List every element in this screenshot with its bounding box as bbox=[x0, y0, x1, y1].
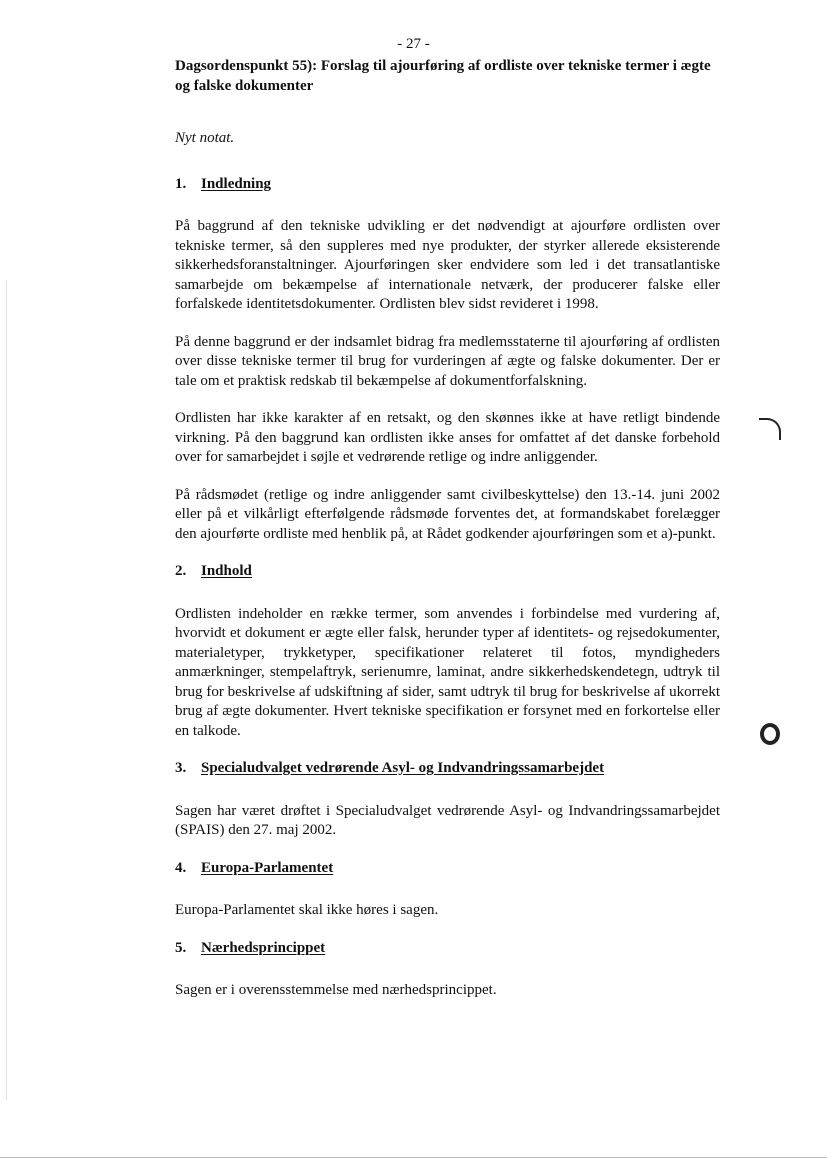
section-heading-europa-parlamentet bbox=[175, 859, 720, 879]
page-number: - 27 - bbox=[397, 36, 430, 52]
section-heading-indledning bbox=[175, 175, 720, 195]
section-title: Europa-Parlamentet bbox=[201, 859, 334, 876]
section-heading-indhold bbox=[175, 562, 720, 582]
document-title: Dagsordenspunkt 55): Forslag til ajourføring af ordliste over tekniske termer i ægte og falske dokumenter bbox=[175, 58, 711, 94]
document-note: Nyt notat. bbox=[175, 130, 235, 146]
section-title: Indhold bbox=[201, 563, 252, 579]
punch-hole-mark bbox=[760, 723, 780, 745]
paragraph: Europa-Parlamentet skal ikke høres i sagen. bbox=[175, 902, 439, 918]
section-number: 2. bbox=[175, 563, 187, 579]
section-number: 1. bbox=[175, 175, 187, 192]
scan-edge-line bbox=[6, 280, 7, 1100]
paragraph: Ordlisten indeholder en række termer, som anvendes i forbindelse med vurdering af, hvorvidt et dokument er ægte eller falsk, herunder typer af identitets- og rejsedokumenter, materialetyper, trykketyper, specifikationer relateret til fotos, myndigheders anmærkninger, stempelaftryk, serienumre, laminat, andre sikkerhedskendetegn, udtryk til brug for beskrivelse af udskiftning af sider, samt udtryk til brug for beskrivelse af ukorrekt brug af ægte dokumenter. Hvert tekniske specifikation er forsynet med en forkortelse eller en talkode. bbox=[175, 605, 720, 739]
section-heading-naerhedsprincippet bbox=[175, 939, 720, 959]
paragraph: På rådsmødet (retlige og indre anliggender samt civilbeskyttelse) den 13.-14. juni 2002 eller på et vilkårligt efterfølgende rådsmøde forventes det, at formandskabet forelægger den ajourførte ordliste med henblik på, at Rådet godkender ajourføringen som et a)-punkt. bbox=[175, 486, 720, 542]
section-title: Specialudvalget vedrørende Asyl- og Indvandringssamarbejdet bbox=[201, 760, 605, 776]
scan-bottom-line bbox=[0, 1157, 827, 1158]
paragraph: På baggrund af den tekniske udvikling er det nødvendigt at ajourføre ordlisten over tekniske termer, så den suppleres med nye produkter, der styrker allerede eksisterende sikkerhedsforanstaltninger. Ajourføringen sker endvidere som led i det transatlantiske samarbejde om bekæmpelse af internationale netværk, der producerer falske eller forfalskede identitetsdokumenter. Ordlisten blev sidst revideret i 1998. bbox=[175, 218, 720, 312]
section-number: 3. bbox=[175, 760, 187, 776]
section-title: Nærhedsprincippet bbox=[201, 939, 326, 956]
paragraph: På denne baggrund er der indsamlet bidrag fra medlemsstaterne til ajourføring af ordlisten over disse tekniske termer til brug for vurderingen af ægte og falske dokumenter. Der er tale om et praktisk redskab til bekæmpelse af dokumentforfalskning. bbox=[175, 333, 720, 389]
scan-artifact-mark bbox=[759, 418, 781, 440]
document-content bbox=[175, 57, 720, 1019]
paragraph: Ordlisten har ikke karakter af en retsakt, og den skønnes ikke at have retligt bindende virkning. På den baggrund kan ordlisten ikke anses for omfattet af det danske forbehold over for samarbejdet i søjle et vedrørende retlige og indre anliggender. bbox=[175, 410, 720, 465]
section-heading-specialudvalget bbox=[175, 759, 720, 779]
section-title: Indledning bbox=[201, 175, 272, 192]
paragraph: Sagen er i overensstemmelse med nærhedsprincippet. bbox=[175, 982, 497, 998]
section-number: 5. bbox=[175, 939, 187, 956]
section-number: 4. bbox=[175, 859, 187, 876]
paragraph: Sagen har været drøftet i Specialudvalget vedrørende Asyl- og Indvandringssamarbejdet (SPAIS) den 27. maj 2002. bbox=[175, 802, 720, 838]
